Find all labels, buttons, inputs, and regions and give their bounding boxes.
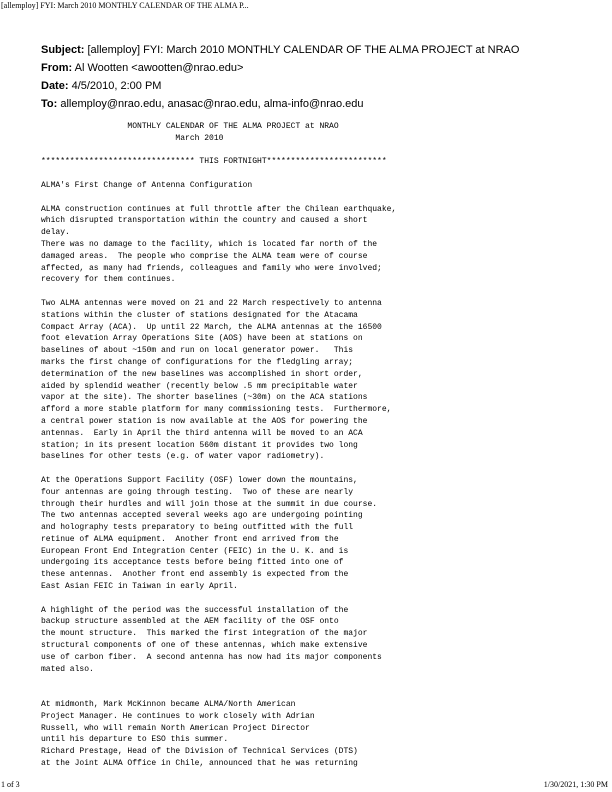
body-line: ALMA construction continues at full throttle after the Chilean earthquake, [41, 204, 397, 214]
subject-label: Subject: [41, 44, 85, 56]
body-line: backup structure assembled at the AEM facility of the OSF onto [41, 617, 339, 627]
message-body [41, 121, 396, 770]
from-label: From: [41, 62, 73, 74]
body-line: a central power station is now available at the AOS for powering the [41, 416, 368, 426]
from-value: Al Wootten <awootten@nrao.edu> [74, 62, 244, 74]
body-line: European Front End Integration Center (FEIC) in the U. K. and is [41, 546, 349, 556]
body-line: foot elevation Array Operations Site (AOS) have been at stations on [41, 334, 363, 344]
body-line: station; in its present location 560m distant it provides two long [41, 440, 358, 450]
body-line: undergoing its acceptance tests before being fitted into one of [41, 558, 344, 568]
body-line: The two antennas accepted several weeks ago are undergoing pointing [41, 511, 363, 521]
print-timestamp: 1/30/2021, 1:30 PM [543, 780, 608, 789]
body-line: At midmonth, Mark McKinnon became ALMA/North American [41, 700, 296, 710]
body-line: determination of the new baselines was accomplished in short order, [41, 369, 363, 379]
body-line: MONTHLY CALENDAR OF THE ALMA PROJECT at NRAO [41, 122, 339, 131]
body-line: until his departure to ESO this summer. [41, 735, 229, 745]
body-line: At the Operations Support Facility (OSF) lower down the mountains, [41, 475, 358, 485]
body-line: recovery for them continues. [41, 275, 176, 285]
date-label: Date: [41, 80, 69, 92]
body-line: March 2010 [41, 133, 224, 143]
body-line: marks the first change of configurations for the fledgling array; [41, 357, 354, 367]
body-line: vapor at the site). The shorter baselines (~30m) on the ACA stations [41, 393, 368, 403]
body-line: baselines of about ~150m and run on local generator power. This [41, 346, 354, 356]
email-headers [41, 41, 519, 113]
body-line: which disrupted transportation within the country and caused a short [41, 216, 368, 226]
body-line: antennas. Early in April the third antenna will be moved to an ACA [41, 428, 363, 438]
body-line: Two ALMA antennas were moved on 21 and 22 March respectively to antenna [41, 298, 382, 308]
subject-row [41, 41, 519, 59]
body-line: four antennas are going through testing. Two of these are nearly [41, 487, 354, 497]
body-line: affected, as many had friends, colleagues and family who were involved; [41, 263, 382, 273]
body-line: structural components of one of these antennas, which make extensive [41, 641, 368, 651]
to-label: To: [41, 98, 58, 110]
body-line: East Asian FEIC in Taiwan in early April. [41, 582, 238, 592]
body-line: There was no damage to the facility, which is located far north of the [41, 239, 378, 249]
from-row [41, 59, 519, 77]
date-value: 4/5/2010, 2:00 PM [71, 80, 162, 92]
body-line: ALMA's First Change of Antenna Configuration [41, 180, 253, 190]
body-line: stations within the cluster of stations designated for the Atacama [41, 310, 358, 320]
body-line: Richard Prestage, Head of the Division of Technical Services (DTS) [41, 747, 358, 757]
body-line: these antennas. Another front end assembly is expected from the [41, 570, 349, 580]
body-line: A highlight of the period was the successful installation of the [41, 605, 349, 615]
body-line: the mount structure. This marked the first integration of the major [41, 629, 368, 639]
body-line: delay. [41, 228, 70, 238]
date-row [41, 77, 519, 95]
body-line: ******************************** THIS FORTNIGHT************************* [41, 157, 387, 167]
body-line: afford a more stable platform for many commissioning tests. Furthermore, [41, 405, 392, 415]
to-value: allemploy@nrao.edu, anasac@nrao.edu, alma-info@nrao.edu [60, 98, 364, 110]
subject-value: [allemploy] FYI: March 2010 MONTHLY CALENDAR OF THE ALMA PROJECT at NRAO [87, 44, 520, 56]
body-line: damaged areas. The people who comprise the ALMA team were of course [41, 251, 368, 261]
body-line: and holography tests preparatory to being outfitted with the full [41, 523, 354, 533]
body-line: at the Joint ALMA Office in Chile, announced that he was returning [41, 759, 358, 769]
body-line: Russell, who will remain North American Project Director [41, 723, 310, 733]
to-row [41, 95, 519, 113]
body-line: Compact Array (ACA). Up until 22 March, the ALMA antennas at the 16500 [41, 322, 382, 332]
body-line: mated also. [41, 664, 94, 674]
body-line: Project Manager. He continues to work closely with Adrian [41, 711, 315, 721]
body-line: aided by splendid weather (recently below .5 mm precipitable water [41, 381, 358, 391]
body-line: use of carbon fiber. A second antenna has now had its major components [41, 652, 382, 662]
print-header: [allemploy] FYI: March 2010 MONTHLY CALENDAR OF THE ALMA P... [1, 1, 249, 10]
body-line: baselines for other tests (e.g. of water vapor radiometry). [41, 452, 325, 462]
page-number: 1 of 3 [1, 780, 20, 789]
print-footer [1, 780, 608, 789]
body-line: through their hurdles and will join those at the summit in due course. [41, 499, 378, 509]
body-line: retinue of ALMA equipment. Another front end arrived from the [41, 534, 339, 544]
